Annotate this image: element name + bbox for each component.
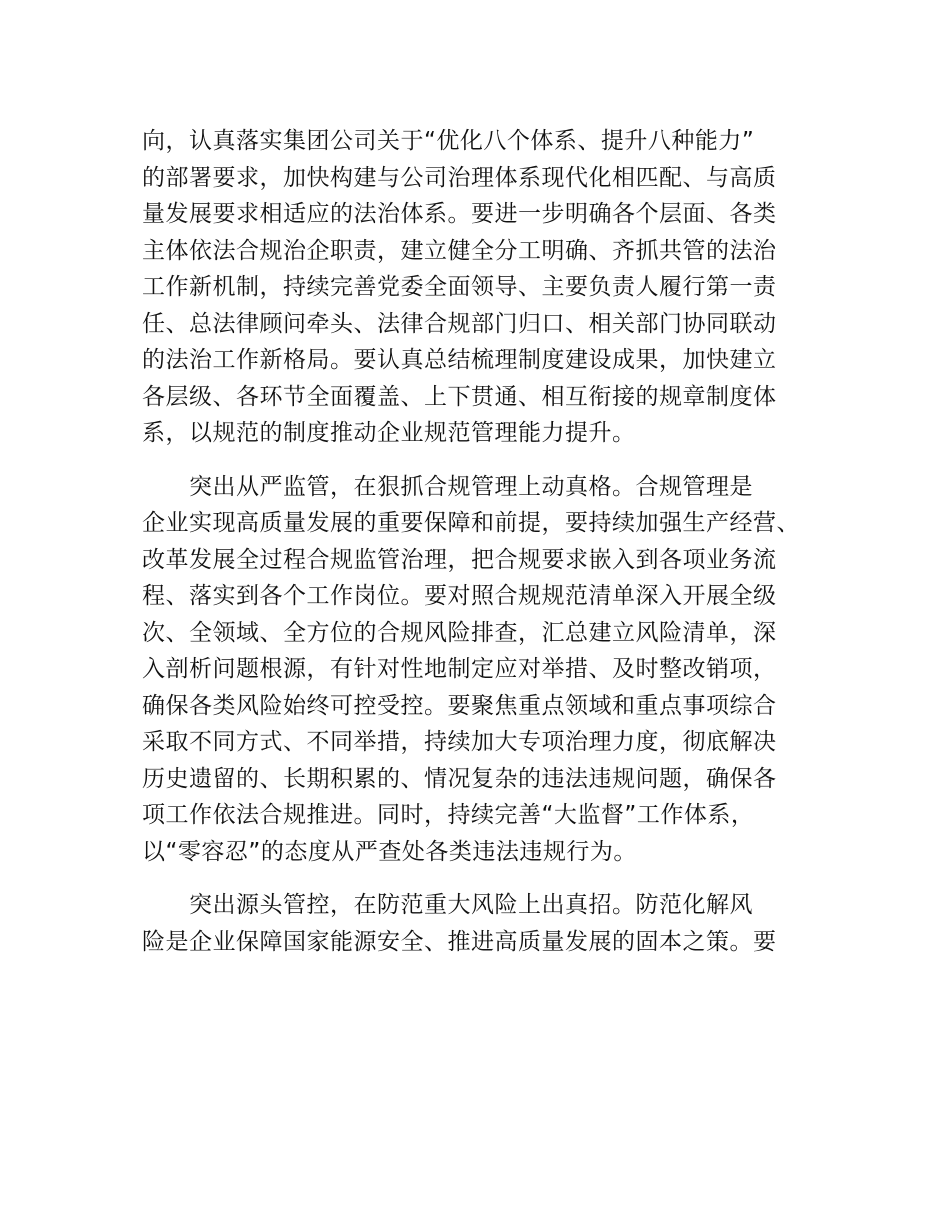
text-line: 采取不同方式、不同举措，持续加大专项治理力度，彻底解决 <box>142 729 777 755</box>
text-line-first: 突出从严监管，在狠抓合规管理上动真格。合规管理是 <box>189 473 753 500</box>
paragraph-1 <box>142 123 842 452</box>
text-line: 主体依法合规治企职责，建立健全分工明确、齐抓共管的法治 <box>142 237 777 264</box>
paragraph-2 <box>142 469 842 871</box>
text-line: 各层级、各环节全面覆盖、上下贯通、相互衔接的规章制度体 <box>142 383 777 410</box>
text-line: 入剖析问题根源，有针对性地制定应对举措、及时整改销项， <box>142 656 777 682</box>
text-line: 确保各类风险始终可控受控。要聚焦重点领域和重点事项综合 <box>142 692 777 719</box>
paragraph-3 <box>142 887 842 960</box>
text-line: 的法治工作新格局。要认真总结梳理制度建设成果，加快建立 <box>142 347 777 373</box>
text-line: 程、落实到各个工作岗位。要对照合规规范清单深入开展全级 <box>142 583 777 609</box>
text-line: 的部署要求，加快构建与公司治理体系现代化相匹配、与高质 <box>142 164 777 191</box>
text-line-first: 突出源头管控，在防范重大风险上出真招。防范化解风 <box>189 892 753 918</box>
text-line: 历史遗留的、长期积累的、情况复杂的违法违规问题，确保各 <box>142 765 777 792</box>
paragraph-spacer <box>142 870 842 887</box>
text-line: 改革发展全过程合规监管治理，把合规要求嵌入到各项业务流 <box>142 546 777 573</box>
text-line: 企业实现高质量发展的重要保障和前提，要持续加强生产经营、 <box>142 510 800 536</box>
text-line: 次、全领域、全方位的合规风险排查，汇总建立风险清单，深 <box>142 619 777 646</box>
text-line: 工作新机制，持续完善党委全面领导、主要负责人履行第一责 <box>142 274 777 300</box>
text-line: 险是企业保障国家能源安全、推进高质量发展的固本之策。要 <box>142 928 777 955</box>
text-line: 以“零容忍”的态度从严查处各类违法违规行为。 <box>142 838 637 865</box>
text-line: 项工作依法合规推进。同时，持续完善“大监督”工作体系， <box>142 802 755 828</box>
document-body <box>142 123 842 960</box>
paragraph-spacer <box>142 452 842 469</box>
text-line: 任、总法律顾问牵头、法律合规部门归口、相关部门协同联动 <box>142 310 777 337</box>
text-line: 向，认真落实集团公司关于“优化八个体系、提升八种能力” <box>142 128 755 154</box>
text-line: 量发展要求相适应的法治体系。要进一步明确各个层面、各类 <box>142 201 777 227</box>
text-line: 系，以规范的制度推动企业规范管理能力提升。 <box>142 420 636 446</box>
